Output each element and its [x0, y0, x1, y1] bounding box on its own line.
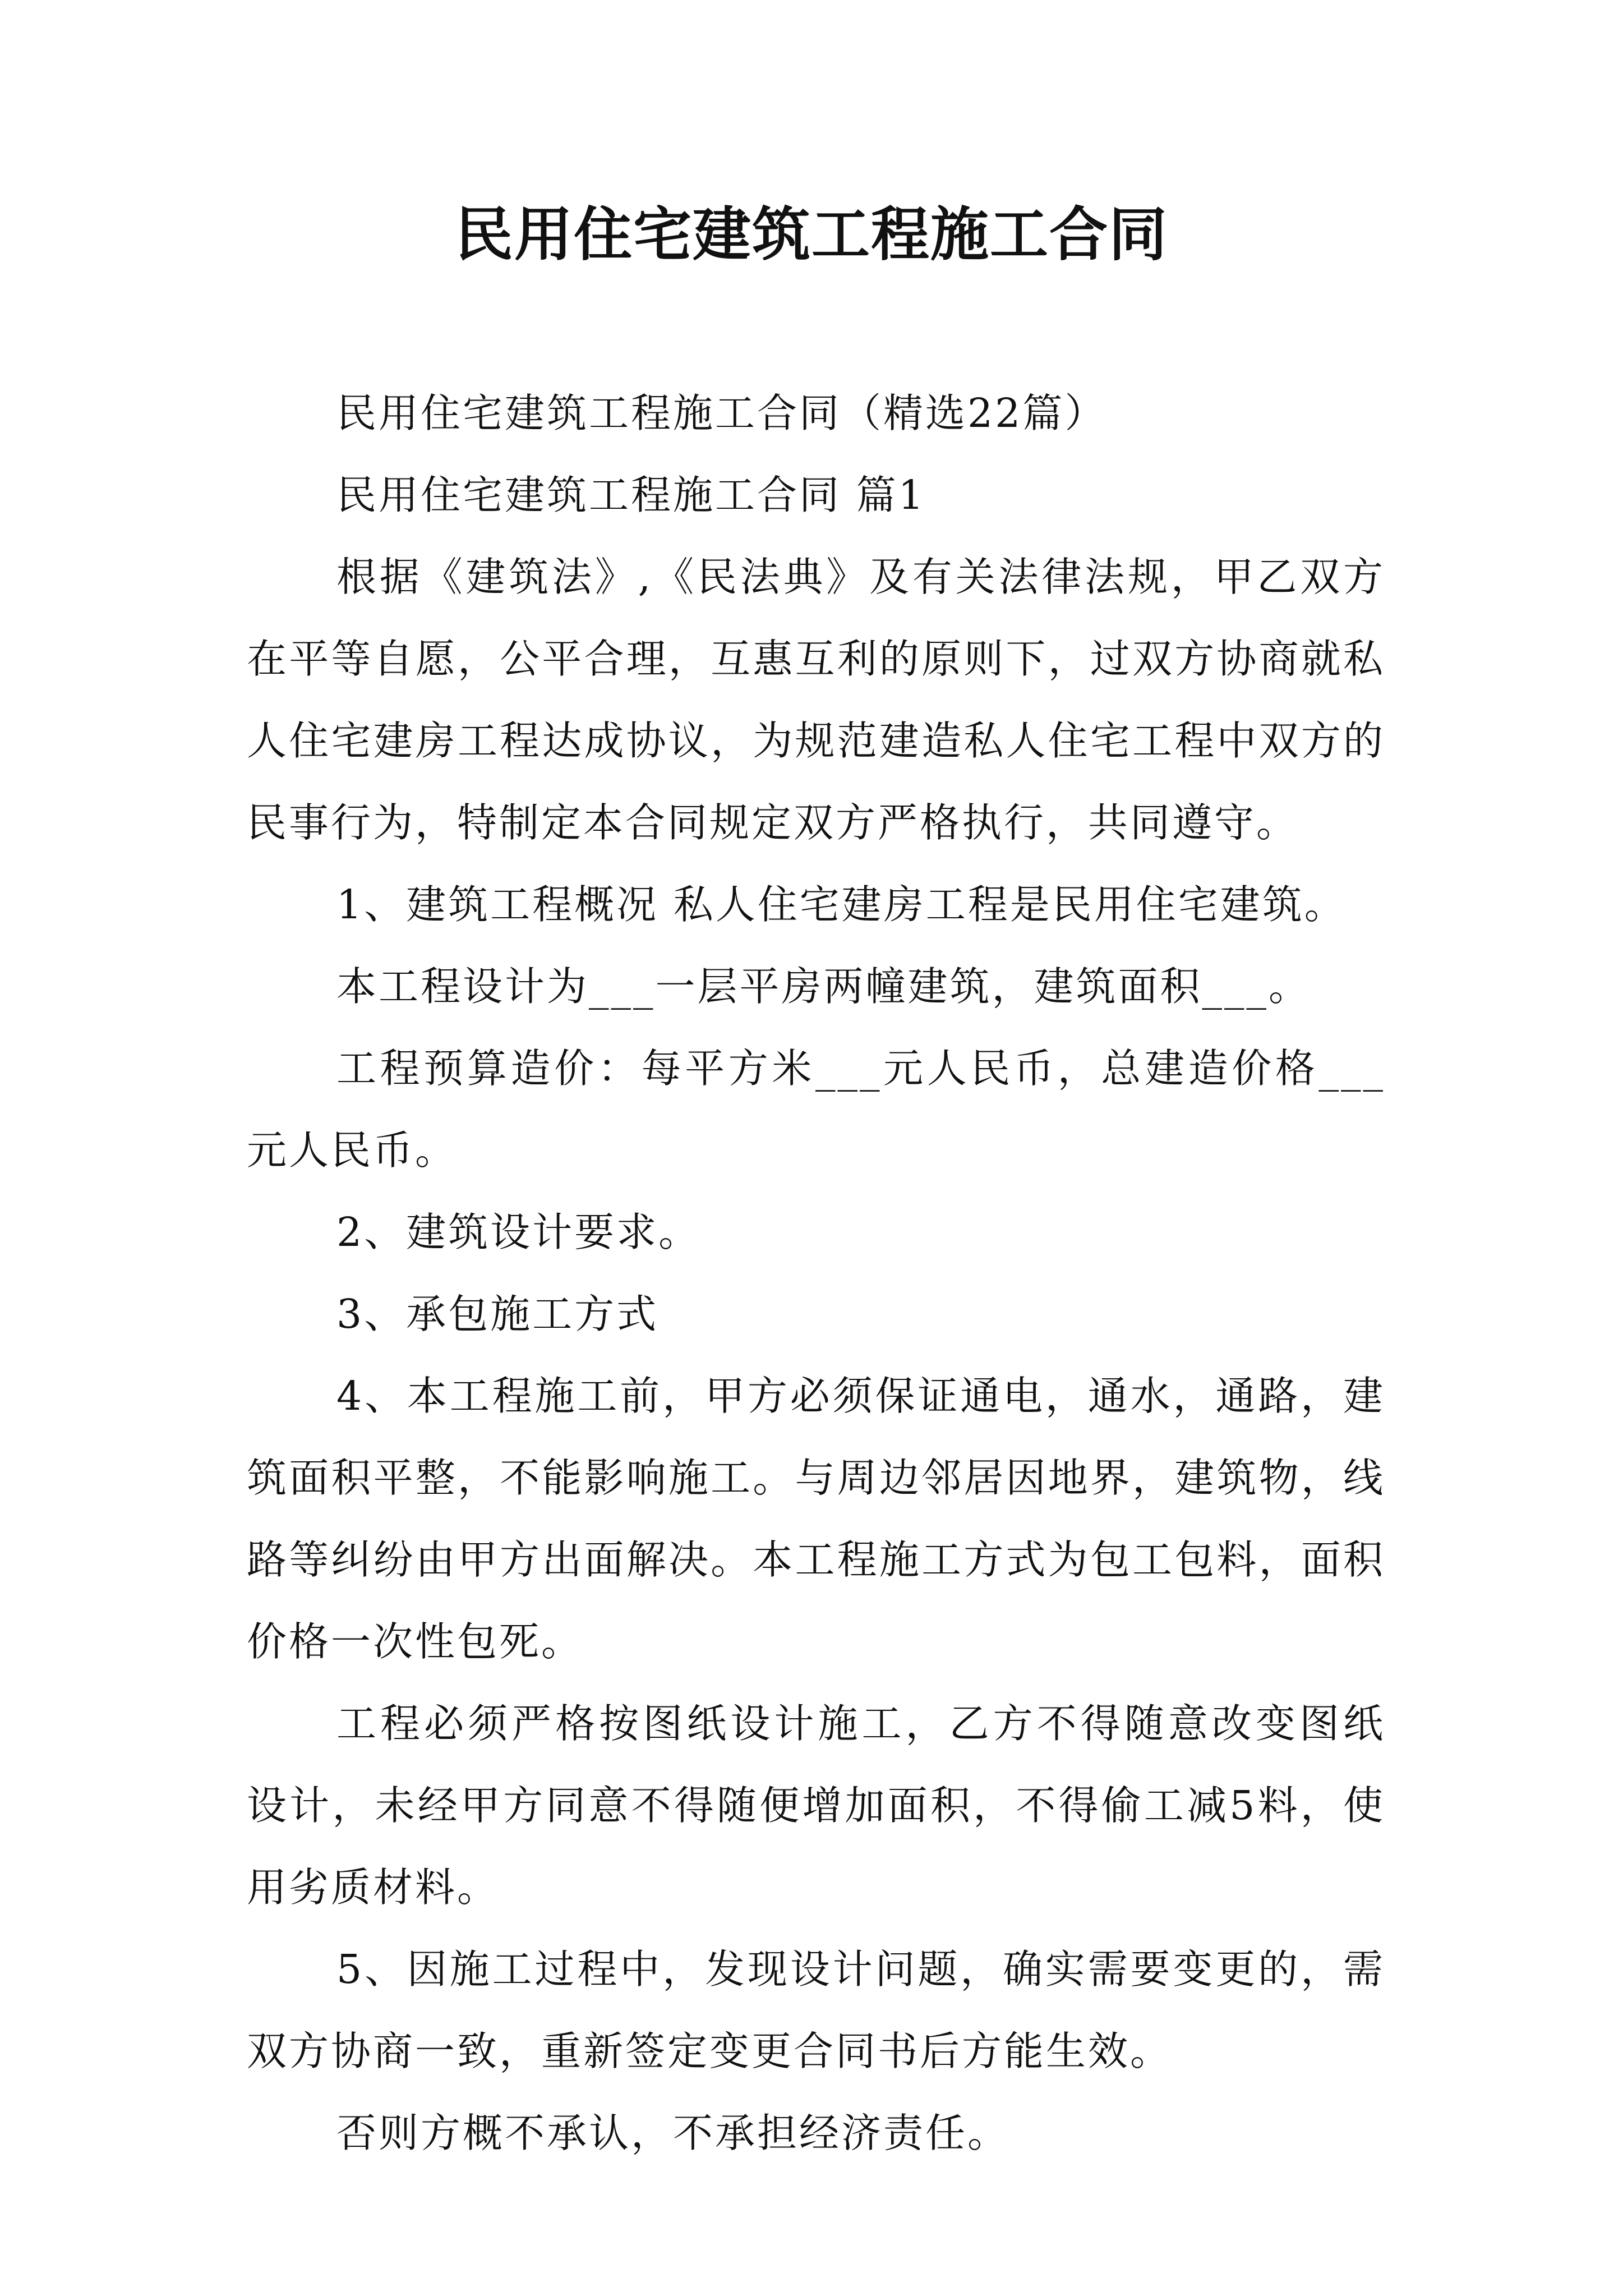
paragraph-preamble: 根据《建筑法》,《民法典》及有关法律法规，甲乙双方在平等自愿，公平合理，互惠互利的原则下，过双方协商就私人住宅建房工程达成协议，为规范建造私人住宅工程中双方的民事行为，特制定本合同规定双方严格执行，共同遵守。	[247, 554, 1385, 846]
paragraph-section-heading: 民用住宅建筑工程施工合同 篇1	[336, 472, 926, 518]
paragraph-clause-3: 3、承包施工方式	[336, 1291, 659, 1337]
paragraph-clause-2: 2、建筑设计要求。	[336, 1209, 701, 1255]
paragraph-subtitle: 民用住宅建筑工程施工合同（精选22篇）	[336, 390, 1107, 436]
document-body	[247, 372, 1385, 2174]
document-title: 民用住宅建筑工程施工合同	[454, 200, 1168, 269]
paragraph-liability: 否则方概不承认，不承担经济责任。	[336, 2110, 1010, 2156]
paragraph-design-area: 本工程设计为___一层平房两幢建筑，建筑面积___。	[336, 963, 1311, 1010]
paragraph-clause-4: 4、本工程施工前，甲方必须保证通电，通水，通路，建筑面积平整，不能影响施工。与周边邻居因地界，建筑物，线路等纠纷由甲方出面解决。本工程施工方式为包工包料，面积价格一次性包死。	[247, 1373, 1385, 1665]
paragraph-clause-5: 5、因施工过程中，发现设计问题，确实需要变更的，需双方协商一致，重新签定变更合同书后方能生效。	[247, 1946, 1385, 2074]
paragraph-clause-1: 1、建筑工程概况 私人住宅建房工程是民用住宅建筑。	[336, 881, 1347, 928]
paragraph-budget: 工程预算造价：每平方米___元人民币，总建造价格___元人民币。	[247, 1045, 1385, 1174]
paragraph-construction-rules: 工程必须严格按图纸设计施工，乙方不得随意改变图纸设计，未经甲方同意不得随便增加面积，不得偷工减5料，使用劣质材料。	[247, 1700, 1385, 1911]
